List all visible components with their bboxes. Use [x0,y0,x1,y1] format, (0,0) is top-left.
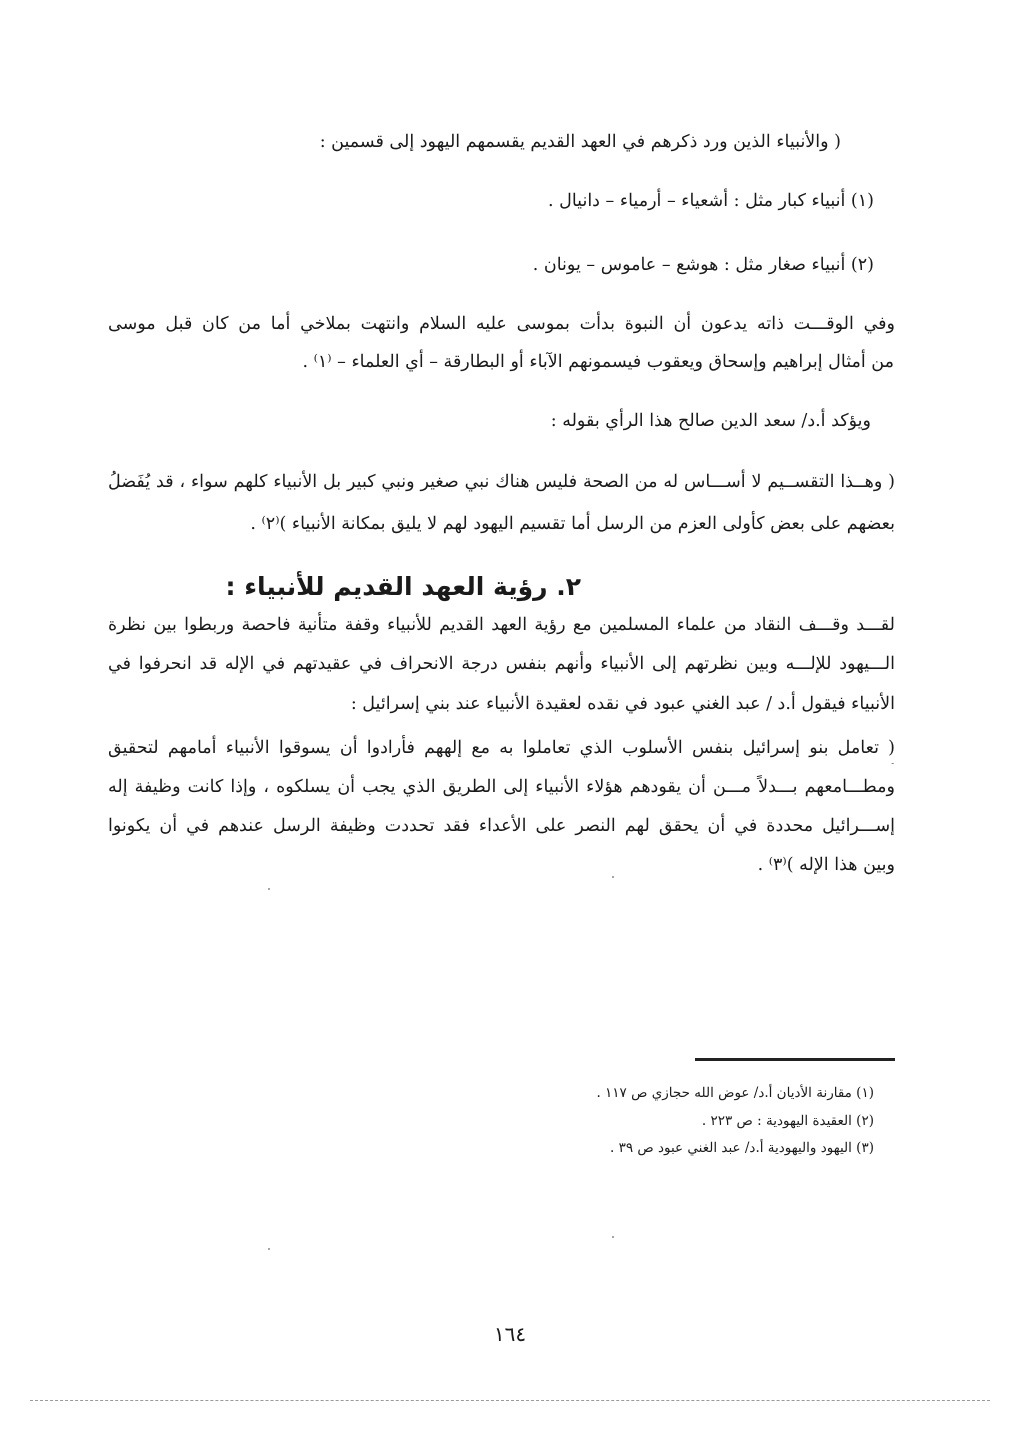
page-number: ١٦٤ [493,1322,527,1346]
footnote-item: (٢) العقيدة اليهودية : ص ٢٢٣ . [701,1113,874,1129]
scan-speck [612,1236,614,1238]
quote-line: ( تعامل بنو إسرائيل بنفس الأسلوب الذي تعاملوا به مع إلههم فأرادوا أن يسوقوا الأنبياء أمامهم لتحقيق [108,738,895,758]
list-item-major-prophets: (١) أنبياء كبار مثل : أشعياء – أرمياء – دانيال . [548,191,874,211]
paragraph-line: لقـــد وقـــف النقاد من علماء المسلمين مع رؤية العهد القديم للأنبياء وقفة متأنية فاحصة وربطوا بين نظرة [108,615,895,635]
quote-line: ومطـــامعهم بـــدلاً مـــن أن يقودهم هؤلاء الأنبياء إلى الطريق الذي يجب أن يسلكوه ، وإذا كانت وظيفة إله [108,777,895,797]
scan-speck [268,888,270,890]
paragraph-line: ويؤكد أ.د/ سعد الدين صالح هذا الرأي بقوله : [550,411,871,431]
page-bottom-border [30,1400,990,1401]
paragraph-line: وفي الوقـــت ذاته يدعون أن النبوة بدأت بموسى عليه السلام وانتهت بملاخي أما من كان قبل موسى [108,314,895,334]
intro-line: ( والأنبياء الذين ورد ذكرهم في العهد القديم يقسمهم اليهود إلى قسمين : [319,132,841,152]
scan-speck [612,876,614,878]
paragraph-line: من أمثال إبراهيم وإسحاق ويعقوب فيسمونهم الآباء أو البطارقة – أي العلماء – ⁽١⁾ . [302,352,894,372]
scan-speck [268,1248,270,1250]
list-item-minor-prophets: (٢) أنبياء صغار مثل : هوشع – عاموس – يونان . [532,255,874,275]
quote-line: ( وهــذا التقســيم لا أســـاس له من الصحة فليس هناك نبي صغير ونبي كبير بل الأنبياء كلهم سواء ، قد يُفَضلُ [108,472,895,492]
section-heading: ٢. رؤية العهد القديم للأنبياء : [225,572,581,601]
quote-line: بعضهم على بعض كأولى العزم من الرسل أما تقسيم اليهود لهم لا يليق بمكانة الأنبياء )⁽٢⁾ . [250,514,895,534]
paragraph-line: الأنبياء فيقول أ.د / عبد الغني عبود في نقده لعقيدة الأنبياء عند بني إسرائيل : [350,694,895,714]
quote-line: إســـرائيل محددة في أن يحقق لهم النصر على الأعداء فقد تحددت وظيفة الرسل عندهم في أن يكونوا [108,816,895,836]
paragraph-line: الـــيهود للإلـــه وبين نظرتهم إلى الأنبياء وأنهم بنفس درجة الانحراف في عقيدتهم في الإله قد انحرفوا في [108,654,895,674]
footnote-item: (١) مقارنة الأديان أ.د/ عوض الله حجازي ص ١١٧ . [596,1085,874,1101]
quote-line: وبين هذا الإله )⁽٣⁾ . [757,855,895,875]
footnote-separator [695,1058,895,1061]
footnote-item: (٣) اليهود واليهودية أ.د/ عبد الغني عبود ص ٣٩ . [609,1140,874,1156]
